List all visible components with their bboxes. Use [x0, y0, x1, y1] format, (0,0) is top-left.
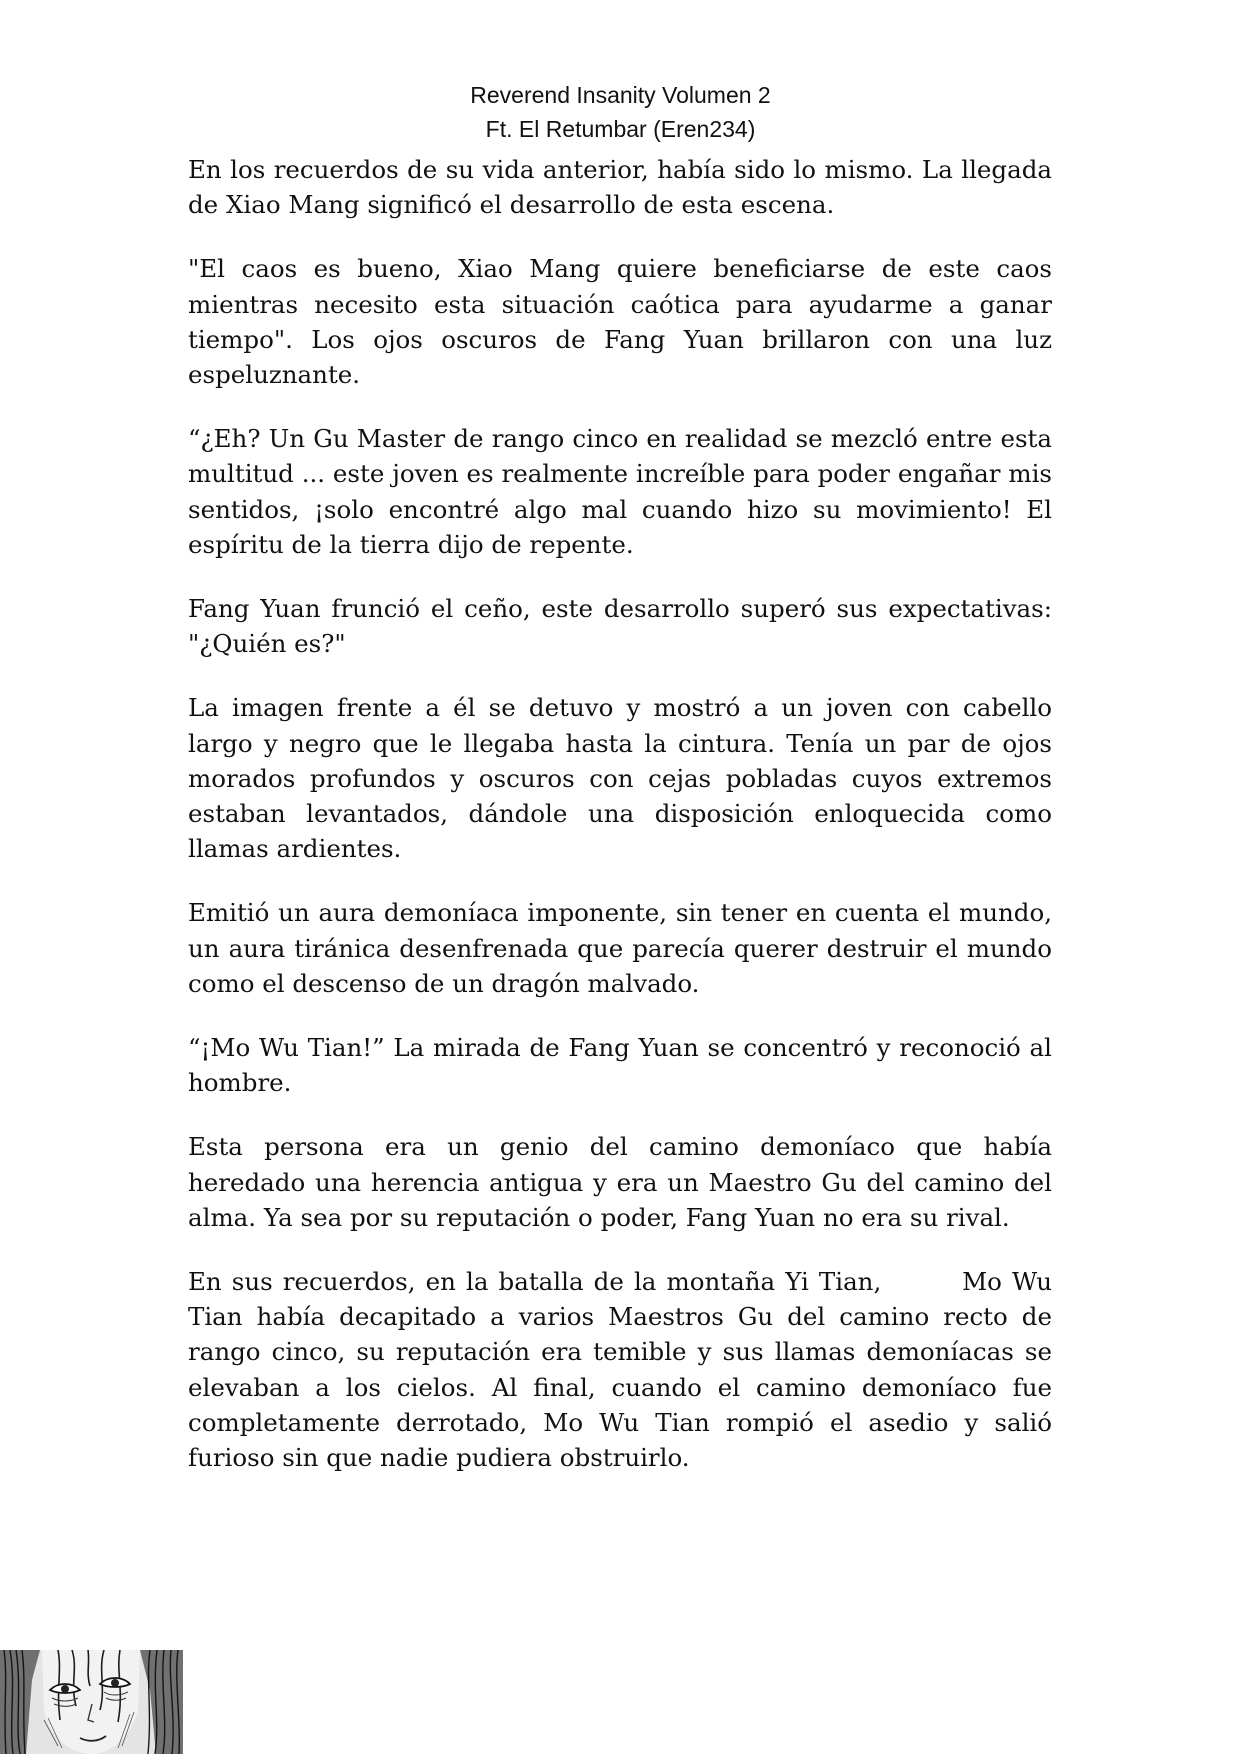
header-subtitle: Ft. El Retumbar (Eren234) [485, 116, 756, 142]
paragraph: Esta persona era un genio del camino demoníaco que había heredado una herencia antigua y era un Maestro Gu del camino del alma. Ya sea por su reputación o poder, Fang Yuan no era su rival. [188, 1132, 1052, 1232]
document-body [188, 152, 1060, 1504]
paragraph: En sus recuerdos, en la batalla de la montaña Yi Tian, Mo Wu Tian había decapitado a varios Maestros Gu del camino recto de rango cinco, su reputación era temible y sus llamas demoníacas se elevaban a los cielos. Al final, cuando el camino demoníaco fue completamente derrotado, Mo Wu Tian rompió el asedio y salió furioso sin que nadie pudiera obstruirlo. [188, 1267, 1060, 1473]
paragraph: “¿Eh? Un Gu Master de rango cinco en realidad se mezcló entre esta multitud ... este joven es realmente increíble para poder engañar mis sentidos, ¡solo encontré algo mal cuando hizo su movimiento! El espíritu de la tierra dijo de repente. [188, 424, 1052, 559]
paragraph: Fang Yuan frunció el ceño, este desarrollo superó sus expectativas: "¿Quién es?" [188, 594, 1052, 659]
paragraph: Emitió un aura demoníaca imponente, sin tener en cuenta el mundo, un aura tiránica desenfrenada que parecía querer destruir el mundo como el descenso de un dragón malvado. [188, 898, 1052, 998]
paragraph: “¡Mo Wu Tian!” La mirada de Fang Yuan se concentró y reconoció al hombre. [188, 1033, 1052, 1098]
header-title: Reverend Insanity Volumen 2 [470, 82, 771, 108]
paragraph: En los recuerdos de su vida anterior, había sido lo mismo. La llegada de Xiao Mang significó el desarrollo de esta escena. [188, 155, 1052, 220]
page-header [0, 78, 1241, 146]
manga-character-face-icon [0, 1650, 183, 1754]
paragraph: La imagen frente a él se detuvo y mostró a un joven con cabello largo y negro que le llegaba hasta la cintura. Tenía un par de ojos morados profundos y oscuros con cejas pobladas cuyos extremos estaban levantados, dándole una disposición enloquecida como llamas ardientes. [188, 693, 1052, 864]
paragraph: "El caos es bueno, Xiao Mang quiere beneficiarse de este caos mientras necesito esta situación caótica para ayudarme a ganar tiempo". Los ojos oscuros de Fang Yuan brillaron con una luz espeluznante. [188, 254, 1052, 390]
